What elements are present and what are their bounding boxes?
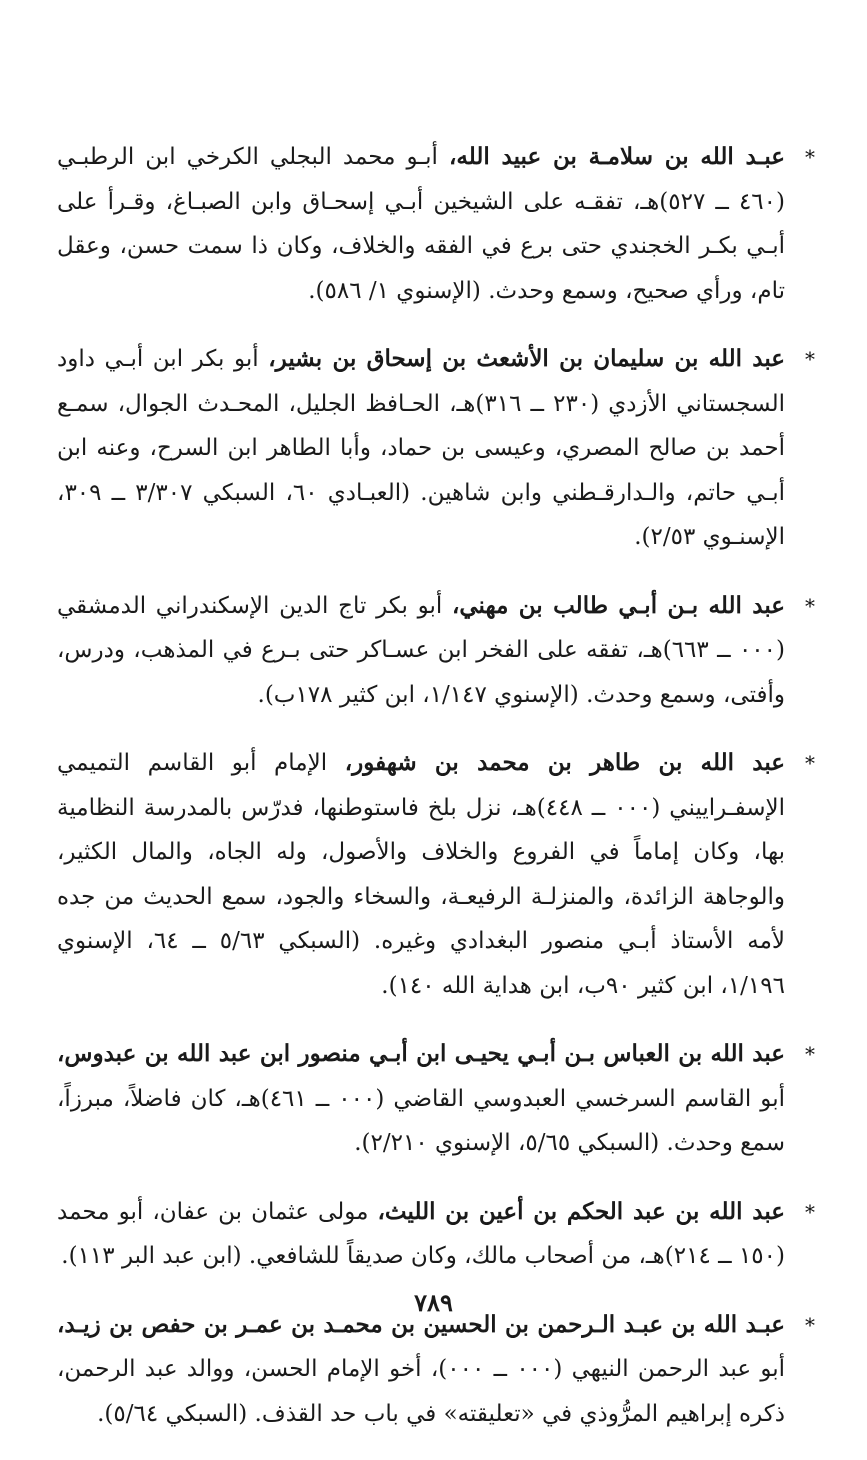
entry-text: الإمام أبو القاسم التميمي الإسفـراييني (٠٠٠ ــ ٤٤٨)هـ، نزل بلخ فاستوطنها، فدرّس بالمدرسة النظامية بها، وكان إماماً في الفروع والخلاف والأصول، وله الجاه، والمال الكثير، والوجاهة الزائدة، والمنزلـة الرفيعـة، والسخاء والجود، سمع الحديث من جده لأمه الأستاذ أبـي منصور البغدادي وغيره. (السبكي ٥/٦٣ ــ ٦٤، الإسنوي ١/١٩٦، ابن كثير ٩٠ب، ابن هداية الله ١٤٠). — [57, 750, 786, 999]
entry-name: عبد الله بن العباس بـن أبـي يحيـى ابن أبـي منصور ابن عبد الله بن عبدوس، — [57, 1040, 785, 1067]
asterisk-bullet-icon: * — [805, 347, 815, 371]
biography-entry — [57, 1032, 817, 1166]
entry-text: أبو بكر تاج الدين الإسكندراني الدمشقي (٠٠٠ ــ ٦٦٣)هـ، تفقه على الفخر ابن عسـاكر حتى بـرع في المذهب، ودرس، وأفتى، وسمع وحدث. (الإسنوي ١/١٤٧، ابن كثير ١٧٨ب). — [57, 592, 785, 708]
biography-entry — [57, 135, 817, 313]
entry-text: أبو عبد الرحمن النيهي (٠٠٠ ــ ٠٠٠)، أخو الإمام الحسن، ووالد عبد الرحمن، ذكره إبراهيم المرُّوذي في «تعليقته» في باب حد القذف. (السبكي ٥/٦٤). — [57, 1356, 785, 1427]
entry-name: عبـد الله بن عبـد الـرحمن بن الحسين بن محمـد بن عمـر بن حفص بن زيـد، — [57, 1310, 785, 1338]
page-number: ٧٨٩ — [414, 1288, 453, 1317]
entry-text: أبو بكر ابن أبـي داود السجستاني الأزدي (٢٣٠ ــ ٣١٦)هـ، الحـافظ الجليل، المحـدث الجوال، سمـع أحمد بن صالح المصري، وعيسى بن حماد، وأبا الطاهر ابن السرح، وعنه ابن أبـي حاتم، والـدارقـطني وابن شاهين. (العبـادي ٦٠، السبكي ٣/٣٠٧ ــ ٣٠٩، الإسنـوي ٢/٥٣). — [57, 346, 786, 550]
entry-text: مولى عثمان بن عفان، أبو محمد (١٥٠ ــ ٢١٤)هـ، من أصحاب مالك، وكان صديقاً للشافعي. (ابن عبد البر ١١٣). — [57, 1198, 785, 1269]
biography-entry — [57, 584, 817, 718]
biography-entry — [57, 741, 817, 1008]
asterisk-bullet-icon: * — [805, 1199, 815, 1224]
entry-name: عبد الله بن سليمان بن الأشعث بن إسحاق بن بشير، — [268, 345, 785, 372]
asterisk-bullet-icon: * — [805, 145, 815, 169]
asterisk-bullet-icon: * — [805, 1042, 815, 1066]
asterisk-bullet-icon: * — [805, 593, 815, 618]
entry-name: عبد الله بن طاهر بن محمد بن شهفور، — [344, 749, 786, 776]
biography-entry — [57, 337, 817, 560]
entry-name: عبد الله بـن أبـي طالب بن مهني، — [451, 591, 785, 619]
asterisk-bullet-icon: * — [805, 1312, 815, 1337]
entry-text: أبو القاسم السرخسي العبدوسي القاضي (٠٠٠ ــ ٤٦١)هـ، كان فاضلاً، مبرزاً، سمع وحدث. (السبكي ٥/٦٥، الإسنوي ٢/٢١٠). — [57, 1085, 785, 1156]
entries-list — [57, 112, 817, 1460]
biography-entry — [57, 1190, 817, 1279]
biography-entry — [57, 1303, 817, 1437]
asterisk-bullet-icon: * — [805, 751, 815, 775]
entry-name: عبد الله بن عبد الحكم بن أعين بن الليث، — [377, 1197, 785, 1225]
entry-name: عبـد الله بن سلامـة بن عبيد الله، — [449, 143, 785, 170]
entry-text: أبـو محمد البجلي الكرخي ابن الرطبـي (٤٦٠ ــ ٥٢٧)هـ، تفقـه على الشيخين أبـي إسحـاق وابن الصبـاغ، وقـرأ على أبـي بكـر الخجندي حتى برع في الفقه والخلاف، وكان ذا سمت حسن، وعقل تام، ورأي صحيح، وسمع وحدث. (الإسنوي ١/ ٥٨٦). — [57, 144, 785, 304]
